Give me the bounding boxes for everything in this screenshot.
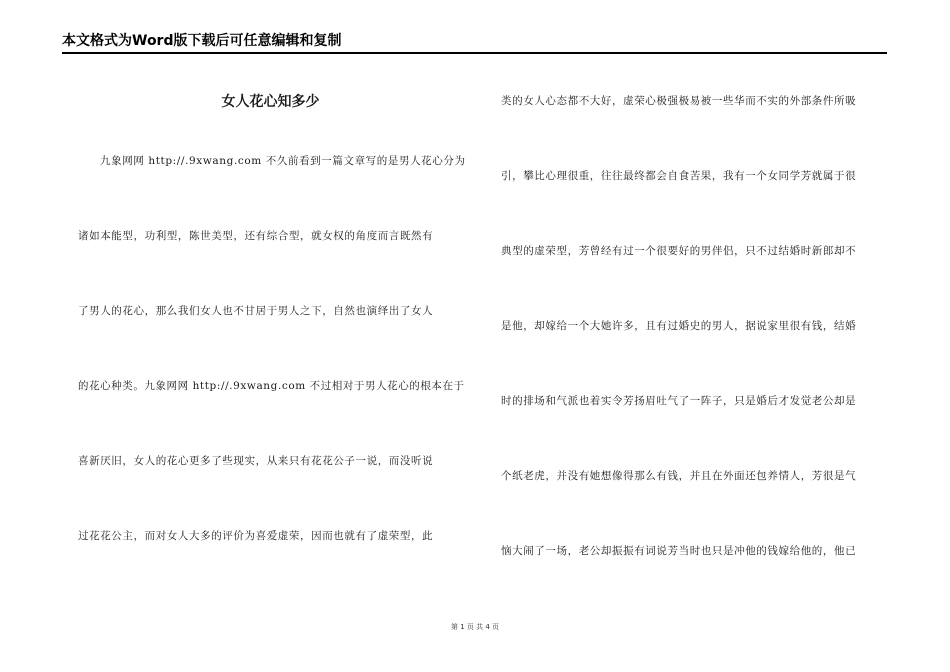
page-number: 第 1 页 共 4 页 <box>450 623 500 631</box>
article-title: 女人花心知多少 <box>221 94 320 110</box>
right-line-1: 类的女人心态都不大好，虚荣心极强极易被一些华而不实的外部条件所吸 <box>501 95 857 107</box>
right-line-5: 时的排场和气派也着实令芳扬眉吐气了一阵子，只是婚后才发觉老公却是 <box>501 395 857 407</box>
left-line-1: 九象网网 http://.9xwang.com 不久前看到一篇文章写的是男人花心分为 <box>100 155 466 167</box>
left-line-2: 诸如本能型，功利型，陈世美型，还有综合型，就女权的角度而言既然有 <box>78 230 434 242</box>
right-line-3: 典型的虚荣型，芳曾经有过一个很要好的男伴侣，只不过结婚时新郎却不 <box>501 245 857 257</box>
header-divider <box>62 52 887 54</box>
left-line-3: 了男人的花心，那么我们女人也不甘居于男人之下，自然也演绎出了女人 <box>78 305 434 317</box>
left-line-5: 喜新厌旧，女人的花心更多了些现实，从来只有花花公子一说，而没听说 <box>78 455 434 467</box>
right-line-2: 引，攀比心理很重，往往最终都会自食苦果，我有一个女同学芳就属于很 <box>501 170 857 182</box>
left-line-4: 的花心种类。九象网网 http://.9xwang.com 不过相对于男人花心的根本在于 <box>78 380 465 392</box>
document-header: 本文格式为Word版下载后可任意编辑和复制 <box>62 33 342 49</box>
right-line-4: 是他，却嫁给一个大她许多，且有过婚史的男人，据说家里很有钱，结婚 <box>501 320 857 332</box>
right-line-7: 恼大闹了一场，老公却振振有词说芳当时也只是冲他的钱嫁给他的，他已 <box>501 545 857 557</box>
left-line-6: 过花花公主，而对女人大多的评价为喜爱虚荣，因而也就有了虚荣型，此 <box>78 530 434 542</box>
right-line-6: 个纸老虎，并没有她想像得那么有钱，并且在外面还包养情人，芳很是气 <box>501 470 857 482</box>
